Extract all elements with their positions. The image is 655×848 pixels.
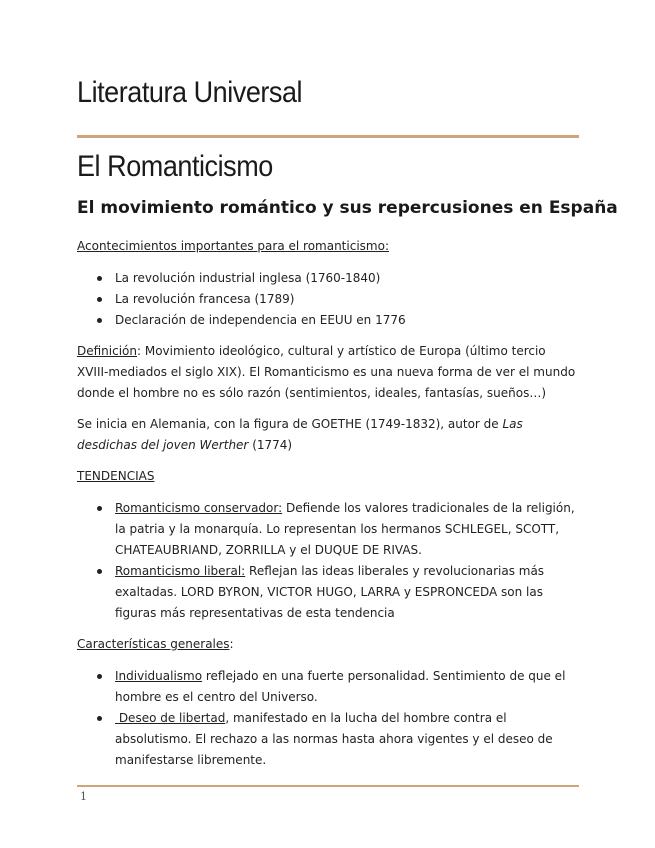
list-item bbox=[77, 708, 579, 771]
tendency-text: Defiende los valores tradicionales de la religión, la patria y la monarquía. Lo representan los hermanos SCHLEGEL, SCOTT, CHATEAUBRIAND, ZORRILLA y el DUQUE DE RIVAS. bbox=[115, 501, 575, 557]
document-body bbox=[77, 236, 579, 771]
section-subtitle: El movimiento romántico y sus repercusiones en España bbox=[77, 198, 618, 218]
events-list bbox=[77, 268, 579, 331]
tendency-label: Romanticismo liberal: bbox=[115, 564, 246, 578]
characteristic-label: Deseo de libertad bbox=[115, 711, 226, 725]
list-item bbox=[77, 561, 579, 624]
header-divider bbox=[77, 135, 579, 138]
characteristic-label: Individualismo bbox=[115, 669, 203, 683]
tendencies-heading bbox=[77, 466, 579, 487]
list-item bbox=[77, 498, 579, 561]
section-title: El Romanticismo bbox=[77, 150, 273, 183]
characteristics-heading bbox=[77, 634, 579, 655]
characteristic-text: reflejado en una fuerte personalidad. Sentimiento de que el hombre es el centro del Universo. bbox=[115, 669, 566, 704]
list-item: La revolución francesa (1789) bbox=[77, 289, 579, 310]
definition-paragraph bbox=[77, 341, 579, 404]
characteristics-list bbox=[77, 666, 579, 771]
page-number: 1 bbox=[80, 790, 87, 803]
list-item: La revolución industrial inglesa (1760-1840) bbox=[77, 268, 579, 289]
document-title: Literatura Universal bbox=[77, 76, 303, 109]
origin-paragraph bbox=[77, 414, 579, 456]
definition-text: : Movimiento ideológico, cultural y artístico de Europa (último tercio XVIII-mediados el siglo XIX). El Romanticismo es una nueva forma de ver el mundo donde el hombre no es sólo razón (sentimientos, ideales, fantasías, sueños…) bbox=[77, 344, 576, 400]
work-title: Las desdichas del joven Werther bbox=[77, 417, 523, 452]
list-item: Declaración de independencia en EEUU en 1776 bbox=[77, 310, 579, 331]
footer-divider bbox=[77, 785, 579, 787]
tendencies-list bbox=[77, 498, 579, 624]
events-heading bbox=[77, 236, 579, 257]
tendencies-heading-text: TENDENCIAS bbox=[77, 469, 155, 483]
characteristic-text: , manifestado en la lucha del hombre contra el absolutismo. El rechazo a las normas hasta ahora vigentes y el deseo de manifestarse libremente. bbox=[115, 711, 553, 767]
characteristics-heading-text: Características generales bbox=[77, 637, 230, 651]
events-heading-text: Acontecimientos importantes para el romanticismo: bbox=[77, 239, 389, 253]
list-item bbox=[77, 666, 579, 708]
origin-text-before: Se inicia en Alemania, con la figura de GOETHE (1749-1832), autor de bbox=[77, 417, 503, 431]
tendency-text: Reflejan las ideas liberales y revolucionarias más exaltadas. LORD BYRON, VICTOR HUGO, LARRA y ESPRONCEDA son las figuras más representativas de esta tendencia bbox=[115, 564, 545, 620]
characteristics-heading-suffix: : bbox=[229, 637, 234, 651]
definition-label: Definición bbox=[77, 344, 137, 358]
origin-text-after: (1774) bbox=[248, 438, 293, 452]
tendency-label: Romanticismo conservador: bbox=[115, 501, 283, 515]
